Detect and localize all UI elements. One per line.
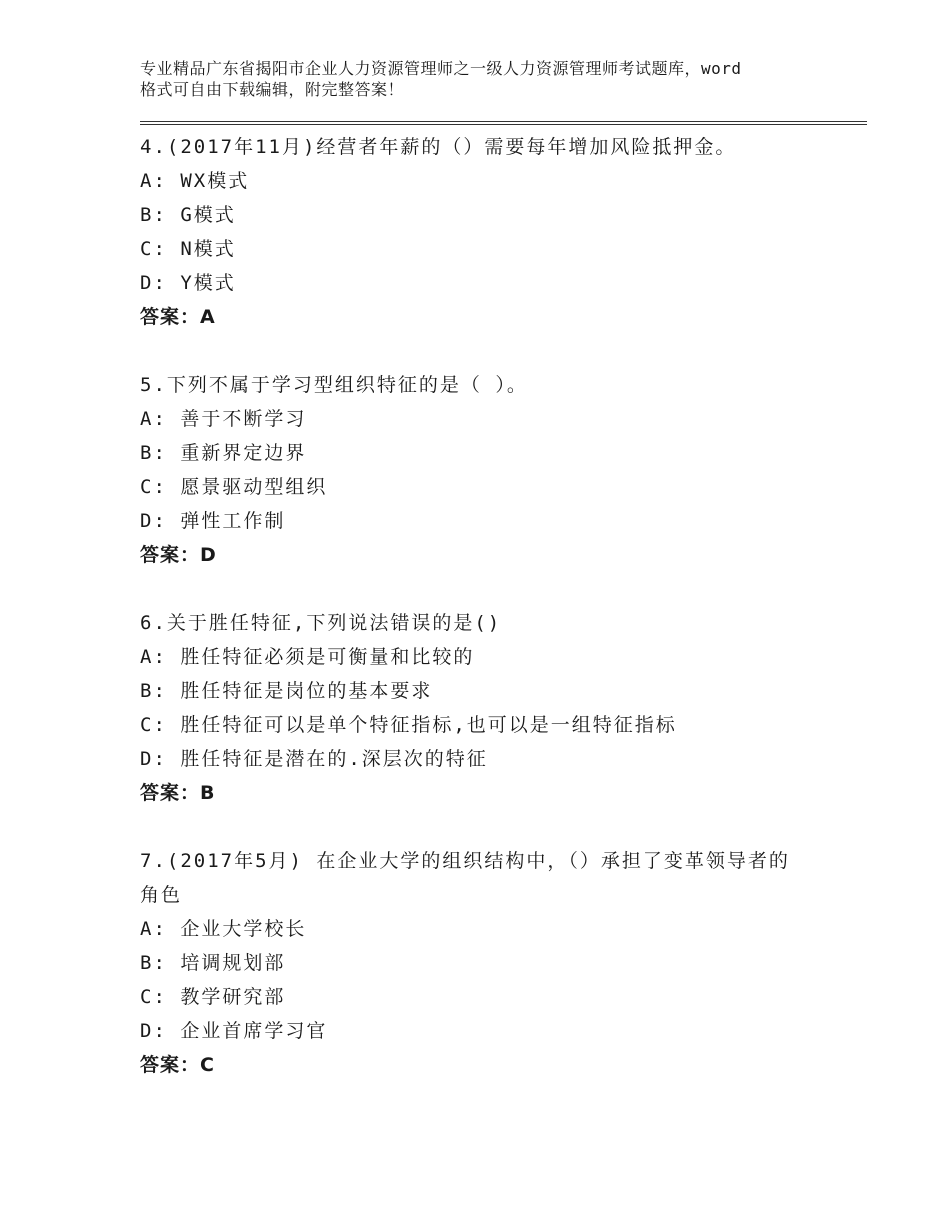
header-line-2: 格式可自由下载编辑，附完整答案！ [140, 80, 405, 99]
question-item [140, 606, 840, 810]
question-spacer [140, 572, 840, 606]
question-text: 4.(2017年11月)经营者年薪的（）需要每年增加风险抵押金。 [140, 136, 737, 158]
question-text-line-1: 7.(2017年5月) 在企业大学的组织结构中，（）承担了变革领导者的 [140, 850, 790, 872]
header-line-1: 专业精品广东省揭阳市企业人力资源管理师之一级人力资源管理师考试题库，word [140, 59, 742, 78]
question-text-line-2: 角色 [140, 884, 183, 906]
question-item [140, 844, 840, 1082]
answer-label: 答案：A [140, 306, 216, 328]
option-a: A: 善于不断学习 [140, 408, 307, 430]
header-divider-top [140, 121, 867, 122]
option-d: D: 弹性工作制 [140, 510, 286, 532]
option-c: C: 胜任特征可以是单个特征指标,也可以是一组特征指标 [140, 714, 677, 736]
question-item [140, 368, 840, 572]
option-c: C: 愿景驱动型组织 [140, 476, 328, 498]
question-spacer [140, 334, 840, 368]
question-list [140, 130, 840, 1082]
question-text: 6.关于胜任特征,下列说法错误的是() [140, 612, 502, 634]
option-b: B: G模式 [140, 204, 236, 226]
option-a: A: 胜任特征必须是可衡量和比较的 [140, 646, 475, 668]
document-header [140, 58, 840, 100]
option-b: B: 胜任特征是岗位的基本要求 [140, 680, 433, 702]
option-a: A: WX模式 [140, 170, 250, 192]
answer-label: 答案：D [140, 544, 217, 566]
option-d: D: 企业首席学习官 [140, 1020, 328, 1042]
answer-label: 答案：B [140, 782, 216, 804]
option-d: D: Y模式 [140, 272, 236, 294]
answer-label: 答案：C [140, 1054, 215, 1076]
header-divider-bottom [140, 124, 867, 125]
option-b: B: 重新界定边界 [140, 442, 307, 464]
option-a: A: 企业大学校长 [140, 918, 307, 940]
option-b: B: 培调规划部 [140, 952, 286, 974]
question-item [140, 130, 840, 334]
option-c: C: N模式 [140, 238, 236, 260]
question-text: 5.下列不属于学习型组织特征的是（ ）。 [140, 374, 528, 396]
option-c: C: 教学研究部 [140, 986, 286, 1008]
option-d: D: 胜任特征是潜在的.深层次的特征 [140, 748, 488, 770]
question-spacer [140, 810, 840, 844]
